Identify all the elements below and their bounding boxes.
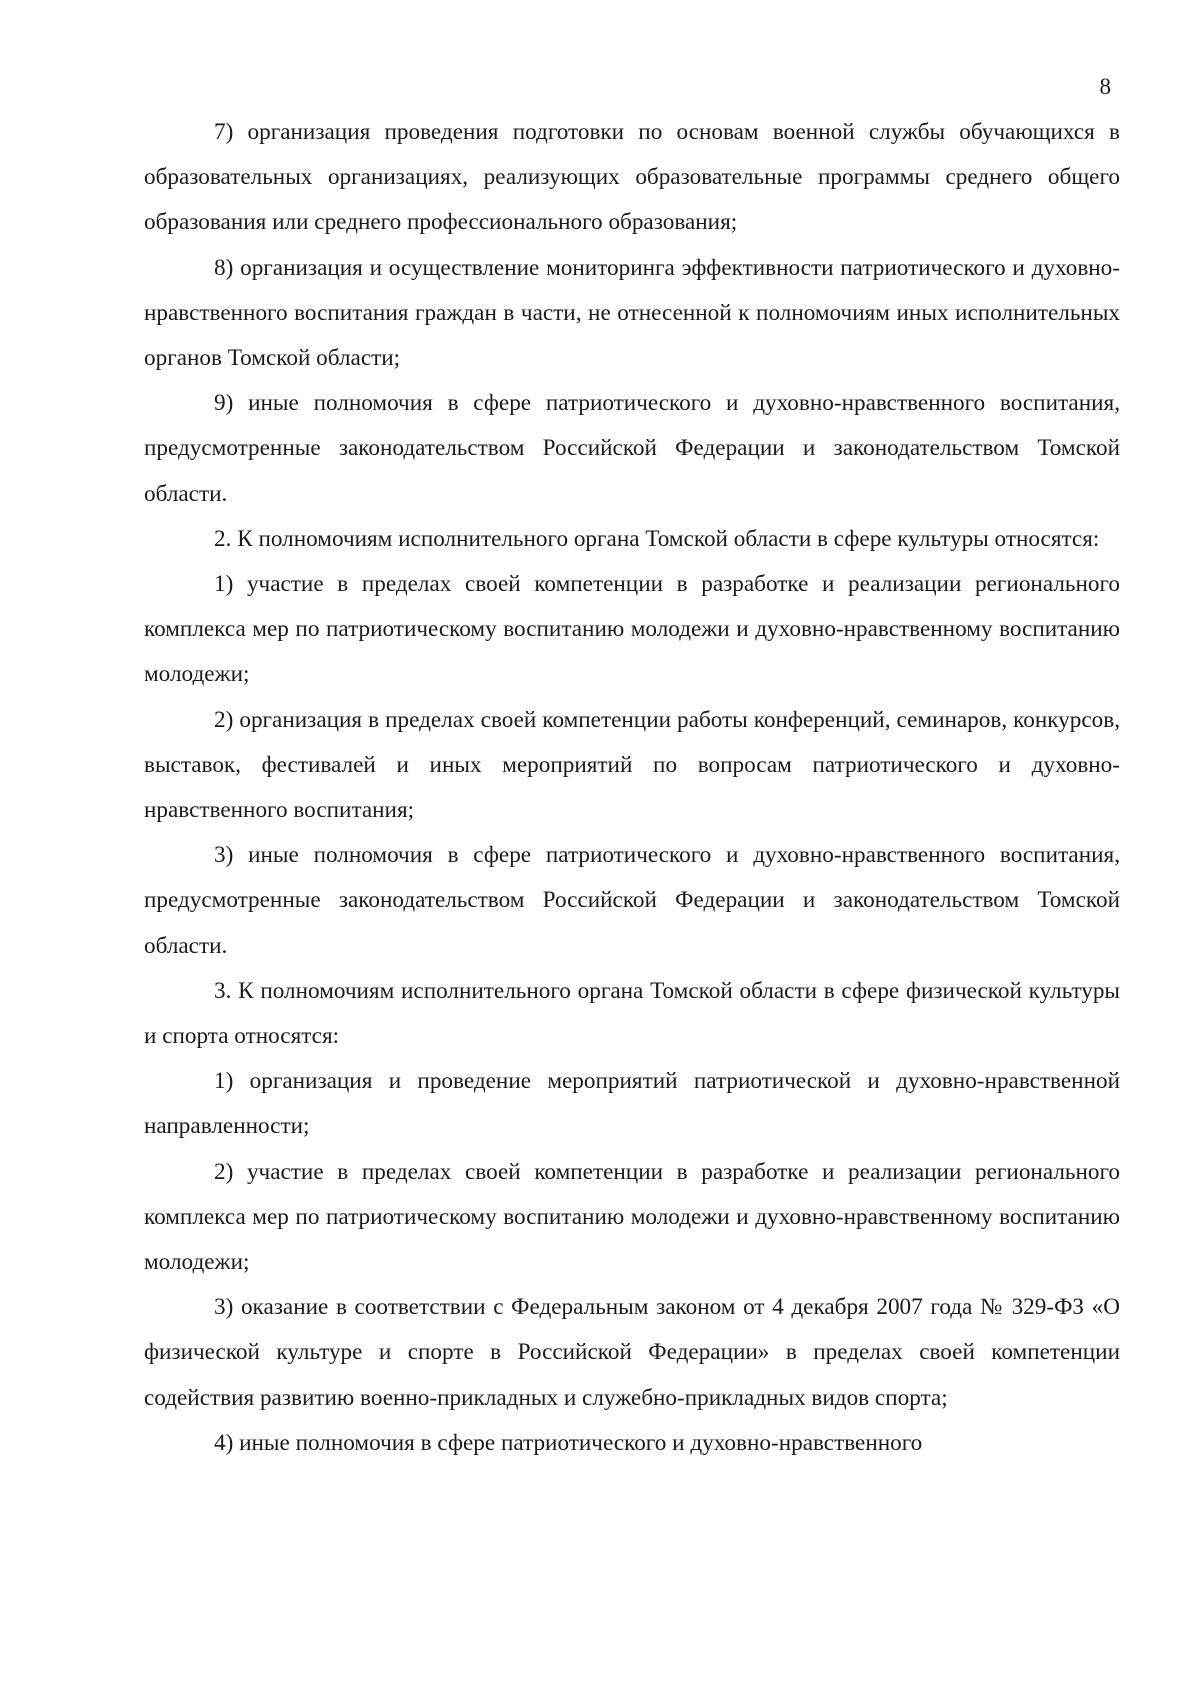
paragraph-item-9: 9) иные полномочия в сфере патриотического и духовно-нравственного воспитания, предусмотренные законодательством Российской Федерации и законодательством Томской области.	[144, 390, 1120, 507]
paragraph-section-2-item-1: 1) участие в пределах своей компетенции в разработке и реализации регионального комплекса мер по патриотическому воспитанию молодежи и духовно-нравственному воспитанию молодежи;	[144, 571, 1120, 688]
paragraph-section-3-item-1: 1) организация и проведение мероприятий патриотической и духовно-нравственной направленности;	[144, 1068, 1120, 1140]
paragraph-section-3-item-2: 2) участие в пределах своей компетенции в разработке и реализации регионального комплекса мер по патриотическому воспитанию молодежи и духовно-нравственному воспитанию молодежи;	[144, 1158, 1120, 1276]
paragraph-section-2-item-2: 2) организация в пределах своей компетенции работы конференций, семинаров, конкурсов, выставок, фестивалей и иных мероприятий по вопросам патриотического и духовно-нравственного воспитания;	[144, 706, 1120, 824]
paragraph-section-3: 3. К полномочиям исполнительного органа Томской области в сфере физической культуры и спорта относятся:	[144, 977, 1120, 1050]
paragraph-item-7: 7) организация проведения подготовки по основам военной службы обучающихся в образовательных организациях, реализующих образовательные программы среднего общего образования или среднего профессионального образования;	[144, 119, 1120, 236]
paragraph-item-8: 8) организация и осуществление мониторинга эффективности патриотического и духовно-нравственного воспитания граждан в части, не отнесенной к полномочиям иных исполнительных органов Томской области;	[144, 254, 1120, 372]
paragraph-section-3-item-3: 3) оказание в соответствии с Федеральным законом от 4 декабря 2007 года № 329-ФЗ «О физической культуре и спорте в Российской Федерации» в пределах своей компетенции содействия развитию военно-прикладных и служебно-прикладных видов спорта;	[144, 1294, 1120, 1411]
paragraph-section-2-item-3: 3) иные полномочия в сфере патриотического и духовно-нравственного воспитания, предусмотренные законодательством Российской Федерации и законодательством Томской области.	[144, 842, 1120, 959]
document-body	[144, 110, 1120, 1466]
paragraph-section-3-item-4: 4) иные полномочия в сфере патриотического и духовно-нравственного	[214, 1429, 923, 1456]
page-number: 8	[1099, 74, 1111, 99]
paragraph-section-2: 2. К полномочиям исполнительного органа Томской области в сфере культуры относятся:	[214, 525, 1100, 552]
